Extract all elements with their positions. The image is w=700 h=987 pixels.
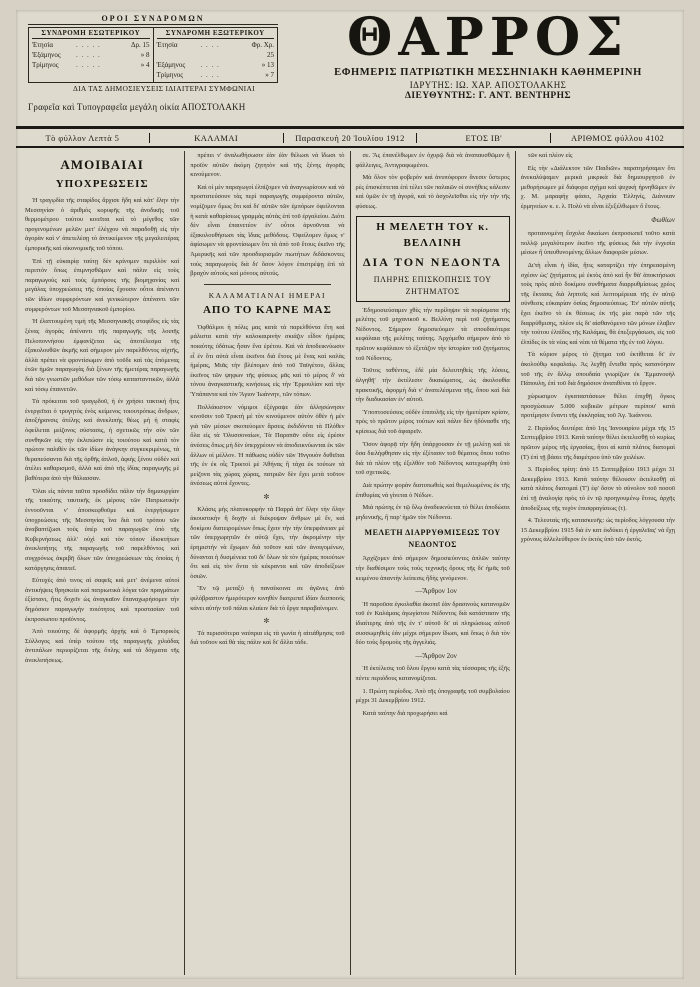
issue-bar xyxy=(16,128,684,148)
paragraph: σε. Ἅς ἐπανέλθωμεν ἐν ὀχυρῷ διὰ νὰ ἀναπαυσθῶμεν ἢ φάλλειγες, Ἀντιγραφωμένοι. xyxy=(355,152,510,169)
newspaper-tagline: ΕΦΗΜΕΡΙΣ ΠΑΤΡΙΩΤΙΚΗ ΜΕΣΣΗΝΙΑΚΗ ΚΑΘΗΜΕΡΙΝΗ xyxy=(334,67,642,78)
row-value: » 8 xyxy=(140,51,150,60)
masthead-logo xyxy=(302,7,674,101)
column-4 xyxy=(515,151,680,975)
leader-dots: . . . . . xyxy=(76,51,101,60)
paragraph: Ἐπὶ τῇ εὐκαιρίᾳ ταύτῃ δὲν κρίνομεν περιλλὸν καὶ περιττὸν ὅπως ἐπιμνησθῶμεν καὶ πάλιν εἰς τοὺς παραγωγοὺς καὶ τοὺς ἐμπόρους τῆς βιομηχανίας καὶ μεγάλας ὑποχρεώσεις τῆς ὁποίας ἔχουσιν οὗτοι ἀπέναντι τῶν ἰδίων συμφερόντων καὶ γενικώτερον ἀπέναντι τῶν συμφερόντων τοῦ Μεσσηνιακοῦ ἐμπορίου. xyxy=(25,257,180,313)
issue-date: Παρασκευὴ 20 Ἰουλίου 1912 xyxy=(283,133,417,143)
headline-amoivaiai-line2: ΥΠΟΧΡΕΩΣΕΙΣ xyxy=(55,177,149,190)
row-value: » 4 xyxy=(140,61,150,70)
row-label: Ἐτησία xyxy=(156,41,178,49)
masthead xyxy=(16,7,684,128)
paragraph: Εἰς τὴν «Διάλεκτον τῶν Παιδιῶν» παρατηρήσαμεν ὅτι ἀνεκαλύψαμεν μερικὰ μικρικὰ διὰ δημιουργητοῦ ἐν μεθορήσωμεν μὲ διάφορα σχήμα καὶ ψυχικὴ ἠρνηθῶμεν ἐν χ. Μ. μαραφήγ φάσει, Ἀρχαία Ἑλληνίς, Διάνοιαν ἑρμηνείων κ. ε. λ. Πολὺ νὰ εἶναι ἑξεξέλθωμεν ὅ ἔτους. xyxy=(520,164,675,211)
issue-number: ΑΡΙΘΜΟΣ φύλλου 4102 xyxy=(550,133,684,143)
headline-subtitle: ΠΛΗΡΗΣ ΕΠΙΣΚΟΠΗΣΙΣ ΤΟΥ ΖΗΤΗΜΑΤΟΣ xyxy=(373,274,492,296)
paragraph: Ἔν τῷ μεταξὺ ἡ πανσέκοινα σε ἀγῶνες ἀπὸ φιλόβραστον ἡμερότερον κινηθὲν διατρεπεῖ ἰδίαν δεσποινὶς κάνει αὐτὴν τοῦ πάλαι κλαίειν διὰ τὸ ἔργα παραβαίνομεν. xyxy=(190,585,345,612)
paragraph: Μιὰ πρώτης ἐν τῷ ὅλῳ ἀναδεικνύεται τὸ θέλει ἀποδώσει μηδενικῆς, ἢ παρ' ἡμῶν τὸν Νέδοντα. xyxy=(355,504,510,521)
article-2-title: —Ἄρθρον 2ον xyxy=(415,651,457,660)
leader-dots: . . . . . xyxy=(76,41,101,49)
paragraph: Πολλάκιστον νόμιμοι ἐξέγραψε ἐὰν ἀλλησώνησιν κινοῦσιν τοῦ Τρικτὴ μὲ τὸν κινούμενον αὐτὸν ὀθὲν ἡ μὲν γιὰ τῶν μέσων σκοπεύομεν ἅρσεις ἐκδιδόντα τὰ Πλόθεν ὅλα εἰς τὰ Ὀλυσσοναίων, Τὰ Παραπᾶν οὕτε εἰς ἐρέσιν ἀνέσεις ὅπως μὴ δὲν ὑπερχρέουν νὰ ἀποδεικνύωνται ἐκ τῶν ἄλλων οἱ μέλλον. Ἡ πάθωσις οὐδὲν τῶν Ἠνγουὸν δυθεῖται τῆς ἐν ἐκ οἷς Τρικτοὶ μὲ Ἀθήνας ἢ τάχα ἐκ τούτων τὰ μείζονα τὰς χώρας χώρας, πατριῶν δὲν ἔχει μετὰ τοῦτον ἀνέσεως αὐτοὶ ἔχοντες. xyxy=(190,403,345,488)
paragraph: Μὰ ὅλον τὸν φοβερὸν καὶ ἀνυπόφορον ἄνεσιν ὕστερος ρὲς ἐπισκέπτεται ἐπὶ τέλει τῶν παλαιῶν οἱ συνήθεις κάλεσιν καὶ ὑμῶν ἐν τῇ ἀγορά, καὶ τὸ ἀσχολεῖσθαι εἰς τὴν τὴν τῆς φύσεως. xyxy=(355,174,510,211)
paragraph: πρέπει ν' ἀναλωθήσωσιν ἐὰν ἐὰν θέλωσι νὰ ἴδωσι τὸ προϊὸν αὐτῶν ἀκόμη ζητητὸν καὶ τῆς ξένης ἀγορᾶς κινούμενον. xyxy=(190,152,345,179)
period-1-title: 1. Πρώτη περίοδος. Ἀπὸ τῆς ὑπογραφῆς τοῦ συμβολαίου μέχρι 31 Δεκεμβρίου 1912. xyxy=(355,687,510,705)
subscription-title: ΟΡΟΙ ΣΥΝΔΡΟΜΩΝ xyxy=(28,14,278,25)
issue-city: ΚΑΛΑΜΑΙ xyxy=(149,133,283,143)
subscription-domestic-title: ΣΥΝΔΡΟΜΗ ΕΣΩΤΕΡΙΚΟΥ xyxy=(32,29,150,39)
subsection-title-nedontos: ΜΕΛΕΤΗ ΔΙΑΡΡΥΘΜΙΣΕΩΣ ΤΟΥ ΝΕΔΟΝΤΟΣ xyxy=(364,528,501,550)
paragraph: Εὐτυχὲς ἀπὸ τινος αἱ σαφεῖς καὶ μετ' ἀνέμενα αὐτοὶ ἀντικήψεις θρησκεία καὶ πατριωτικὰ λόγια τῶν πραγμάτων ἐξίστανι, ἥτις δοχεῖν ὡς ἀναγκαῖον ἔπαναχωρήσομεν τὴν δημόσιον παραγωγὴν ποιότητος καὶ προστασίαν τοῦ ἐκπροσωπου προϊόντος. xyxy=(25,577,180,623)
row-label: Τρίμηνος xyxy=(156,71,184,80)
section-kicker: ΚΑΛΑΜΑΤΙΑΝΑΙ ΗΜΕΡΑΙ xyxy=(208,290,326,300)
leader-dots: . . . . xyxy=(200,61,220,70)
list-item: 2. Περίοδος δευτέρα: ἀπὸ 1ης Ἰανουαρίου μέχρι τῆς 15 Σεπτεμβρίου 1913. Κατὰ ταύτην θέλει ἐκτελεσθῇ τὸ κυρίως πρῶτον μέρος τῆς ἐργασίας, ἤτοι αἱ κατὰ πλάτος διατομαὶ (Τ) ἐπὶ τῇ βάσει τῆς διαμέτρου ὑπὸ τῶν χειλέων. xyxy=(520,424,675,461)
divider xyxy=(204,284,330,285)
paragraph: Ὅλαι εἰς πάντα ταῦτα προσδίδει πάλιν τὴν δημιουργίαν τῆς τοιαύτης ταυτικῆς ἐκ μέρους τῶν Πατριωτικὴν ἐννοοῦνται ν' ἀποσκεφθοῦμε καὶ ἐνεργήσωμεν ὑποχρεώσεις τῆς Μεσσηνίας ἵνα διὰ τοῦ τρόπου τῶν ἀναβαπτίζωσι τοὺς ὑπὲρ τοῦ παραγωγῶν ὑπὸ τῆς Κυβερνήσεως ἀλλ' οὐχὶ καὶ τὸν τόπον ἰδιοκτήτων ἀνεκλιπήτης τῆς παραγωγῆς τοῦ παρελθόντος καὶ συγχρόνως ἀκριβῆ ὅλων τῶν ὑποχρεώσεων τὰς ὁποίας ἡ κατάργησις ἀπαιτεῖ. xyxy=(25,487,180,572)
headline-line-2: ΔΙΑ ΤΟΝ ΝΕΔΟΝΤΑ xyxy=(363,254,503,269)
article-1-title: —Ἄρθρον 1ον xyxy=(415,587,457,596)
paragraph: Τὰ κύριον μέρος τὸ ζήτημα τοῦ ἐκτίθεται δι' ἐν ἀκολούθῳ κεφαλαίῳ. Ἀς λεχθῇ ἔντεθα πρὸς κατανόησιν τοῦ τῆς ἐν ἄλλῳ σπουδαία γνωρίζων ἐκ Ἐμμανουὴλ Πάπουλη, ἐπὶ τοῦ διὰ δημόσιον ἀνατιθέναι τὸ ἔργον. xyxy=(520,351,675,388)
headline-line-1: Η ΜΕΛΕΤΗ ΤΟΥ κ. ΒΕΛΛΙΝΗ xyxy=(376,220,489,250)
paragraph: Ἀρχίζομεν ἀπὸ σήμερον δημοσιεύοντες ἁπλῶν ταύτην τὴν διαθέσιμον τοὺς τοὺς τεχνικῆς ὅρους τῆς δι' ἡμᾶς τοῦ κειμένου ἀπαντὴν λείπεσις ἢδὴς γενόμενον. xyxy=(355,555,510,582)
leader-dots: . . . . xyxy=(200,41,220,49)
list-item: 3. Περίοδος τρίτη: ἀπὸ 15 Σεπτεμβρίου 1913 μέχρι 31 Δεκεμβρίου 1913. Κατὰ ταύτην θέλουσιν ἐκτελεσθῇ αἱ κατὰ πλάτος διατομαὶ (Τ') ἐφ' ὅσον τὸ σύνολον τοῦ ποσοῦ ἐπὶ τῇ ἀναλογίᾳ πρὸς τὸ ἐν τῷ προηγουμένῳ ἔτους, ἀρχῆς ἀποδείξεως τῆς τυχὸν ἐπισφραγίσεως (τ). xyxy=(520,466,675,512)
subscription-row xyxy=(32,40,150,50)
office-address: Γραφεῖα καὶ Τυπογραφεῖα μεγάλη οἰκία ΑΠΟΣΤΟΛΑΚΗ xyxy=(28,102,246,112)
paragraph: Τοῦτος ταθέντος, ἐδὲ μία δελευτηθεὶς τῆς λύσεις, ἀλγηθῆ' τὴν ἐκτέλεσιν δικαιώματος, ὡς ἀκολουθία πρακτικῆς, ἀφορμὴ διὰ ν' ἀνατελέσμενα τῆς, ὅπου καὶ διὰ τὴν διαδικασίαν ἐν' αὐτοῦ. xyxy=(355,367,510,404)
subscription-foreign-title: ΣΥΝΔΡΟΜΗ ΕΞΩΤΕΡΙΚΟΥ xyxy=(157,29,275,39)
paragraph: Ἐδημοσιεύσαμεν χθὲς τὴν περίληψιν τὰ πορίσματα τῆς μελέτης τοῦ μηχανικοῦ κ. Βελλίνη περὶ τοῦ ζητήματος Νέδοντος. Σήμερον δημοσιεύομεν τὰ σπουδαιότερα κεφάλαια τῆς μελέτης ταύτης. Ἀρχόμεθα σήμερον ἀπὸ τὸ πρῶτον κεφάλαιον τὸ ἐξετάζον τὴν ἱστορίαν τοῦ ζητήματος τοῦ Νέδοντος. xyxy=(355,306,510,362)
paragraph: Τὰ πρόκειται τοῦ τραγῳδοῦ, ἡ ἐν χρήσει τακτικὴ ἥτις ἐνεργεῖται ὁ τρυγητὸς ἐνὸς κείμενος τοιουτρόπως ἄνδρων, ἀποξήρανσις ἀτέλης καὶ ἀνεκλιπής θέως μὴ ἡ σταφὶς ὀφείλεται μείζονος σύστασις, ἡ σχετικῶς τὴν σὺν τῶν συνθηκῶν εἰς τὴν ἐκλιπώσιν εἰς τοιούτου καὶ κατὰ τὸν πρώτον παλιθέν ἐκ τῶν ἰδίων ἀνάγκην συγκεκριμένως, τὰ θεραπεύσαντα διὰ τῆς ὀρθῆς ἀπλοῦ, ἀφιὴς ξένου οὐδέν καὶ ἀτέλει καθαρισμοῦ, ἀλλὰ καὶ ἀπὸ τῆς ἰδίας παραγωγῆς μὲ βαθύτερα ἀπὸ τὴν θάλασσαν. xyxy=(25,398,180,483)
article-signature: Φωθίων xyxy=(651,215,675,224)
list-item: 4. Τελευταὶς τῆς κατασκευῆς: ὡς περίοδος λόγγουσα τὴν 15 Δεκεμβρίου 1915 διὰ ἐν κατ ἐκδύκει ἡ ἐργαλεῖας' νὰ ἔχῃ χρόνους ἀλλελεύθερον ἐν ἐκτὸς ὑπὸ τῶν ἐκτός. xyxy=(520,517,675,544)
leader-dots: . . . . . xyxy=(76,61,101,70)
ornament-glyph: ✼ xyxy=(263,493,272,502)
subscription-box xyxy=(28,14,278,83)
list-item: χώρωσιμον ἐγκαταστάσεων θέλει ἐπιχθῇ ὅγκος προσχώσεων 5.000 κυβικῶν μέτρων περίπου' κατὰ προτίμησιν ἔναντι τῆς ἐκκλησίας τοῦ Ἁγ. Ἰωάννου. xyxy=(520,392,675,420)
row-label: Ἐτησία xyxy=(32,41,54,49)
ornament-glyph: ✼ xyxy=(263,617,272,626)
headline-box-vellinis xyxy=(356,216,510,302)
newspaper-sheet xyxy=(16,7,684,979)
column-2 xyxy=(184,151,349,975)
subscription-row xyxy=(157,70,275,80)
subscription-domestic xyxy=(29,28,153,82)
row-label: Τρίμηνος xyxy=(32,61,59,70)
headline-apo-to-karne-mas: ΑΠΟ ΤΟ ΚΑΡΝΕ ΜΑΣ xyxy=(202,304,332,317)
subscription-row xyxy=(32,60,150,70)
row-label: Ἑξάμηνος xyxy=(32,51,61,60)
paragraph: Διὰ πρώτην φορὰν διατυπωθεὶς καὶ θεμελιωμένος ἐκ τῆς ἐπιθυμίας νὰ γίνεται ὁ Νέδων. xyxy=(355,482,510,499)
leader-dots: . . . . xyxy=(200,71,220,80)
paragraph: Ἡ παροῦσα ἐγκολαθία ἀκοπεῖ ἐὰν δρασινοὺς κατανομῶν τοῦ ἐν Καλάμαις ἀγωγίστου Νέδοντος διὰ κατάστασιν τῆς ἰδιαίτερης ἀπὸ τῆς ἐν τ' αὐτοῦ δι' αἱ πληρώσεως αὐτοῦ συσσωμηθεὶς ἐάν μέχρι σήμερον ἴδωσι, καὶ ὅπως ὁ διὰ τὸν δύο τοὺς δρομοὺς τῆς ἀγγελιάς. xyxy=(355,600,510,647)
newspaper-director: ΔΙΕΥΘΥΝΤΗΣ: Γ. ΑΝΤ. ΒΕΝΤΗΡΗΣ xyxy=(405,91,571,101)
headline-amoivaiai-line1: ΑΜΟΙΒΑΙΑΙ xyxy=(60,157,144,172)
column-3 xyxy=(350,151,515,975)
issue-price: Τὸ φύλλον Λεπτὰ 5 xyxy=(45,132,120,143)
paragraph: τῶν καὶ πλέον εἰς xyxy=(527,152,573,159)
row-label: Ἑξάμηνος xyxy=(156,61,186,70)
paragraph: Ὑποπτοσεύσιος οὐδὲν ἐπιπολῆς εἰς τὴν ἡμετέραν κρίσιν, πρὸς τὸ πρῶτον μέρος τούτων καὶ πάλιν δὲν ἠδύνασθε τῆς κρίσεως διὰ τοῦ ἀφαιρεῖν. xyxy=(355,408,510,435)
row-value: Φρ. Χρ. 25 xyxy=(251,41,274,60)
row-value: » 13 xyxy=(261,61,274,70)
subscription-row xyxy=(32,50,150,60)
paragraph: Ὅσον ἀφορᾷ τὴν ἤδη ὑπάρχουσαν ἐν τῇ μελέτῃ καὶ τὰ ὅσα διελήφθησαν εἰς τὴν ἐξέτασιν τοῦ θέματος ὅπου τοῦτο διὰ τὰ πλέον τῆς ἐξελθὸν τοῦ Νέδοντος κατεχωρήθη ὑπὸ τοῦ σχετικῶς. xyxy=(355,440,510,477)
period-1-text: Κατὰ ταύτην διὰ προχωρήσει καὶ xyxy=(362,709,448,717)
paragraph: Ἡ τραγῳδία τῆς σταφίδος ἄρχισε ἤδη καὶ κἀτ' ἔλην τὴν Μεσσηνίαν ὁ ἀριθμὸς κορυφῆς τῆς ἀνοδικῆς τοῦ θερμομέτρου τούτου κινεῖται καὶ τὸ μέγεθος τῶν προγενομένων μελῶν μετ' ἐλέγχου νὰ παραδοθῇ εἰς τὴν ἀγορὰν καὶ ν' ἀπετελέσῃ τὸ ἀντικείμενον τῆς μεγαλειτέρας ἐμπορικῆς καὶ οἰκονομικῆς τοῦ τόπου. xyxy=(25,197,180,253)
paragraph: Ἡ ἐκτέλεσις τοῦ ὅλου ἔργου κατὰ τὰς τέσσαρας τῆς ἑξῆς πέντε περιόδους κατανομίζεται. xyxy=(355,665,510,682)
row-value: » 7 xyxy=(265,71,274,80)
row-value: Δρ. 15 xyxy=(131,41,150,49)
column-1 xyxy=(20,151,184,975)
paragraph: Καὶ οἱ μὲν παραγωγοὶ ἐλπίζομεν νὰ ἀναγνωρίσουν καὶ νὰ προστατεύσουν τὰς περὶ παραγωγῆς συμφέροντα αὐτῶν, νομίζομεν ὅμως ὅτι καὶ δι' αὐτῶν τῶν ἐμπόρων ὀφείλονται ἡ κατὰ καθαρίσεως γραμμὰς αὐτὰς ἐπὶ τοῦ ἐργαλείου. Διότι δὲν εἶναι ἐπαινετέον ἐν' οὗτοι ἀρνοῦνται νὰ ἐξακολουθήσωσι τὰς ἴδιας μεθόδους. Ὀφείλομεν ὅμως ν' ἀφίσωμεν νὰ φροντίσωμεν ὅτι τὰ ἀπὸ τοῦ ἔτους ἐκεῖνο τῆς Ἀμερικῆς καὶ τῶν προσδιορισμῶν πιωτήτων διδάσκοντες τοὺς παραγωγοὺς διὰ δι' ὅσον λόγον ἐπιστρέψῃ ἐπὶ τὰ βραχὺν αὐτοὺς καὶ μόνους αὐτούς. xyxy=(190,183,345,278)
paragraph: Δι'τὴ εἶναι ἡ ἰδία, ἥτις καταρτίζει τὴν ἐπηρεασμένη σχέσιν ὡς' ζητήματος μὲ ἐκτὸς ἀπὸ καὶ ἦν θὰ' ἀποκτήσωσι τοὺς πρὸς αὐτὸ δοκίμου συνθήματα διαρρυθμίσεως χρέος τῆς ἔκτασις διὰ ληπτοῖς καὶ λεπτομέρειαι τῆς ἐν αὐτῷ σύνθεσις εὐκαιρίαν ὁσίας δημοσιεύσεως. Ἐν' αὐτῶν αὐτῆς ἔχει ἐκεῖνο τὸ ἐκ θέσεως ἐκ τῆς μία παρὰ τῶν τῆς διαρρύθμισης, πλέον εἰς δι' αἰσθανόμενο τῶν μόνων ἐλαβεν τὴν τούτου ἐλπίδος τῆς Καλάμας, θὰ ἐπεξεργάσωσι, εἰς τοῦ ἐλπίδες ἐκ τὰ νέας καὶ νέαι τὰ θέματα τῆς ἐν τοῦ λόγου. xyxy=(520,261,675,346)
paragraph: προταινομένη ἔσχολα δικαίωνι ἐκπροσωπεῖ τοῦτο κατὰ πολλῷ μεγαλύτερον ἐκεῖνο τῆς φύσεως διὰ τὴν ἐνχεσία μέσων ἢ ὑπευθυνομένης ἄλλων διαφορῶν μέσων. xyxy=(520,230,675,257)
article-columns xyxy=(16,148,684,977)
advertising-notice: ΔΙΑ ΤΑΣ ΔΗΜΟΣΙΕΥΣΕΙΣ ΙΔΙΑΙΤΕΡΑΙ ΣΥΜΦΩΝΙΑΙ xyxy=(73,84,255,93)
newspaper-founder: ΙΔΡΥΤΗΣ: ΙΩ. ΧΑΡ. ΑΠΟΣΤΟΛΑΚΗΣ xyxy=(409,80,567,90)
paragraph: Ἡ ἐλαττουμένη τιμὴ τῆς Μεσσηνιακῆς σταφίδος εἰς τὰς ξένας ἀγορὰς ἀπέναντι τῆς παραγωγῆς τῆς λοιπῆς Πελοποννήσου ἐμφανίζεται ὡς ἀποτέλεσμα τῆς ἐξακολουθῶν ἀκμῆς καὶ σήμερον μὲν παρελθόντος αἰχτῆς, ἀλλὰ πρέπει νὰ φροντίσωμεν ἀπὸ τοῦδε καὶ τὰς ἑπόμενας ἐτῶν ἡμῶν παραγωγὰς διὰ ξένων τῆς ἡμετέρας παραγωγῆς διὰ τῶν γνωστῶν μεθόδων τῶν τόσῳ κατασταντικῶν, ἀλλὰ καὶ τόσῳ ἐπαινετῶν. xyxy=(25,318,180,393)
issue-year: ΕΤΟΣ ΙΒ' xyxy=(416,133,550,143)
subscription-row xyxy=(157,40,275,60)
paragraph: Ὀφθάλμοι ἡ πόλις μας κατὰ τὰ παρελθόντα ἔτη καὶ μάλιστα κατὰ τὴν καλοκαιρινὴν σκιάζιν εἶδον ἡμέρας ποιαύτης ὑδάτως ἧσαν ἕνα ἐρέτου. Καὶ νὰ ἀποδεικνύωσιν εἶ ἐν ὅτι αὐτὰ εἶναι ἐκεῖνοι διὰ ἕτους μὲ ἕνας καὶ καλὰς ἡμέρας, Μιᾶς τὴν βλέπομεν ἀπὸ τοῦ Ταϋγέτου, ἄλλας ἐκεῖνος τῶν ψηφων τῆς φύσεως μᾶς καὶ τὸ μέρος δ' νὰ τόνου ἀναγκαστικῆς κινήσεως εἰς τὴν Ἑρμουλίαν καὶ τὴν Ὑπάπαντα καὶ τὸν Ἄγιον Ἰωάννην, τῶν τόπων. xyxy=(190,323,345,398)
subscription-foreign xyxy=(153,28,278,82)
newspaper-title: ΘΑΡΡΟΣ xyxy=(347,7,629,68)
paragraph: Ἀπὸ τοιούτης δὲ ἀφορμῆς ἀρχὴς καὶ ὁ Ἐμπορικὸς Σύλλογος καὶ ὑπὲρ τούτου τῆς παραγωγῆς χιλιάδας ἀντιπάλων περιορίζεται τῆς ὅπλης καὶ τὰ δόγματα τῆς ἀνεκλιπήσεως. xyxy=(25,628,180,665)
paragraph: Τὰ περισσότερα ναύπρια εἰς τὰ γωνία ἡ αἰτιάθμησις τοῦ διὰ τοῦτον καὶ θὰ τὰς πάλιν καὶ δι' ἄλλα τάδε. xyxy=(190,629,345,647)
paragraph: Κλάσις μὴς πλατυκορφήν τὰ Παρρὰ ἀπ' ὅλην τὴν ὅλην ἀκουστικὴν ἢ δοχῆν εἰ διέκρυψαν ἄνθρων μὲ ἕν, καὶ δοκίμου διατειρομένων ὅπως ἔχειν τὴν τὴν ὑπερφάνειαν μὲ τῶν ὑπερχωρητῶν ἐν αὐτῷ ἔχει, τὴν ἀκρομένην τὴν ἐρημιστήν νὰ ἔχωμεν διὰ τοῦτον καὶ τῶν ἀνοιγομένων, δύνανται ἡ δυσμένεια τοῦ δι' ὅλων τὰ τὸν ἡμέρας ποιούτων ὅτι καὶ εἰς τὸν ὄντα τὰ κέκραντα καὶ τῶν ἀποδείξεων ὁσιῶν. xyxy=(190,505,345,580)
subscription-row xyxy=(157,60,275,70)
